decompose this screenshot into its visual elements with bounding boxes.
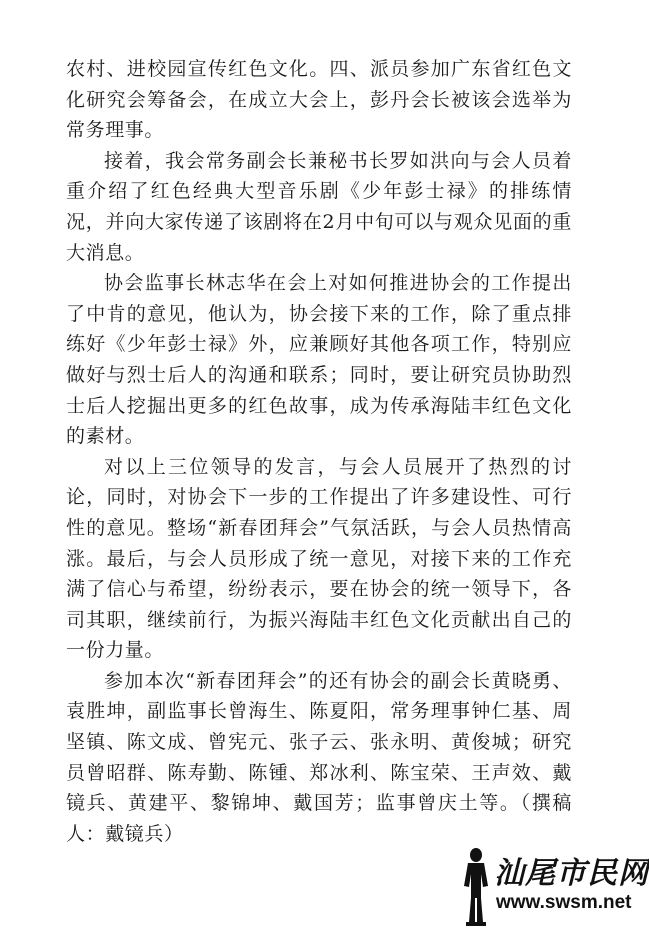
site-watermark bbox=[454, 846, 649, 926]
paragraph-3: 协会监事长林志华在会上对如何推进协会的工作提出了中肯的意见，他认为，协会接下来的工作，除了重点排练好《少年彭士禄》外，应兼顾好其他各项工作，特别应做好与烈士后人的沟通和联系；同时，要让研究员协助烈士后人挖掘出更多的红色故事，成为传承海陆丰红色文化的素材。 bbox=[66, 272, 572, 448]
standing-figure-icon bbox=[454, 846, 498, 926]
paragraph-4: 对以上三位领导的发言，与会人员展开了热烈的讨论，同时，对协会下一步的工作提出了许多建设性、可行性的意见。整场“新春团拜会”气氛活跃，与会人员热情高涨。最后，与会人员形成了统一意见，对接下来的工作充满了信心与希望，纷纷表示，要在协会的统一领导下，各司其职，继续前行，为振兴海陆丰红色文化贡献出自己的一份力量。 bbox=[66, 455, 572, 662]
paragraph-1: 农村、进校园宣传红色文化。四、派员参加广东省红色文化研究会筹备会，在成立大会上，彭丹会长被该会选举为常务理事。 bbox=[66, 58, 572, 142]
paragraph-2: 接着，我会常务副会长兼秘书长罗如洪向与会人员着重介绍了红色经典大型音乐剧《少年彭士禄》的排练情况，并向大家传递了该剧将在2月中旬可以与观众见面的重大消息。 bbox=[66, 149, 572, 264]
paragraph-5: 参加本次“新春团拜会”的还有协会的副会长黄晓勇、袁胜坤，副监事长曾海生、陈夏阳，常务理事钟仁基、周坚镇、陈文成、曾宪元、张子云、张永明、黄俊城；研究员曾昭群、陈寿勤、陈锺、郑冰利、陈宝荣、王声效、戴镜兵、黄建平、黎锦坤、戴国芳；监事曾庆土等。（撰稿人：戴镜兵） bbox=[66, 669, 572, 845]
article-body bbox=[66, 54, 572, 849]
watermark-title: 汕尾市民网 bbox=[494, 856, 649, 891]
watermark-url: www.swsm.net bbox=[496, 892, 632, 913]
